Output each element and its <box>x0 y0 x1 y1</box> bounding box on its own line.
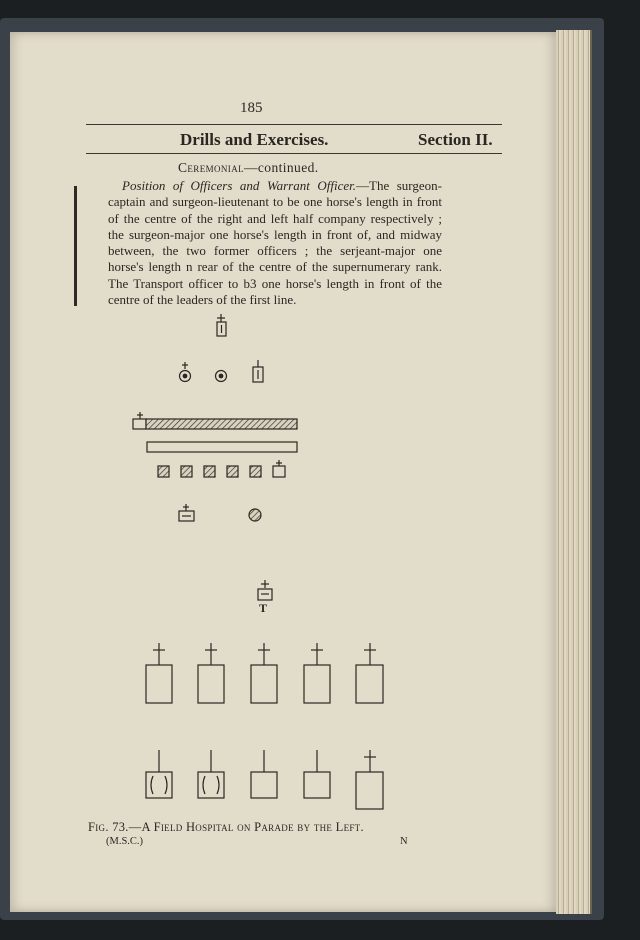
surgeon-major-icon <box>217 314 226 336</box>
rear-rank-bar <box>147 442 297 452</box>
page-number: 185 <box>240 100 263 116</box>
transport-officer-icon <box>258 580 272 600</box>
signature-mark: N <box>400 836 408 847</box>
subheading-small-caps: Ceremonial <box>178 160 244 175</box>
paragraph-italic-lead: Position of Officers and Warrant Officer. <box>122 178 356 193</box>
surgeon-lieutenant-icon <box>216 371 227 382</box>
supernumerary-rank <box>158 460 285 477</box>
figure-caption-text: —A Field Hospital on Parade by the Left. <box>128 820 364 834</box>
wagon-second-line <box>146 750 383 809</box>
imprint-mark: (M.S.C.) <box>106 836 144 847</box>
figure-label: Fig. 73. <box>88 820 129 834</box>
running-head-title: Drills and Exercises. <box>180 130 329 149</box>
subheading-rest: —continued. <box>244 160 319 175</box>
paragraph-text: —The surgeon-captain and surgeon-lieutenant to be one horse's length in front of the centre of the right and left half company respectively ; the surgeon-major one horse's length in front of, and midway between, the two former officers ; the serjeant-major one horse's length n rear of the centre of the supernumerary rank. The Transport officer to b3 one horse's length in front of the centre of the leaders of the first line. <box>108 178 442 308</box>
front-rank-bar <box>133 412 297 429</box>
surgeon-captain-icon <box>180 362 191 382</box>
bugler-icon <box>249 509 261 521</box>
serjeant-major-icon <box>179 504 194 521</box>
running-head-section: Section II. <box>418 130 493 149</box>
warrant-officer-icon <box>253 360 263 382</box>
figure-caption <box>88 820 364 835</box>
transport-letter: T <box>259 601 268 615</box>
wagon-first-line <box>146 643 383 703</box>
